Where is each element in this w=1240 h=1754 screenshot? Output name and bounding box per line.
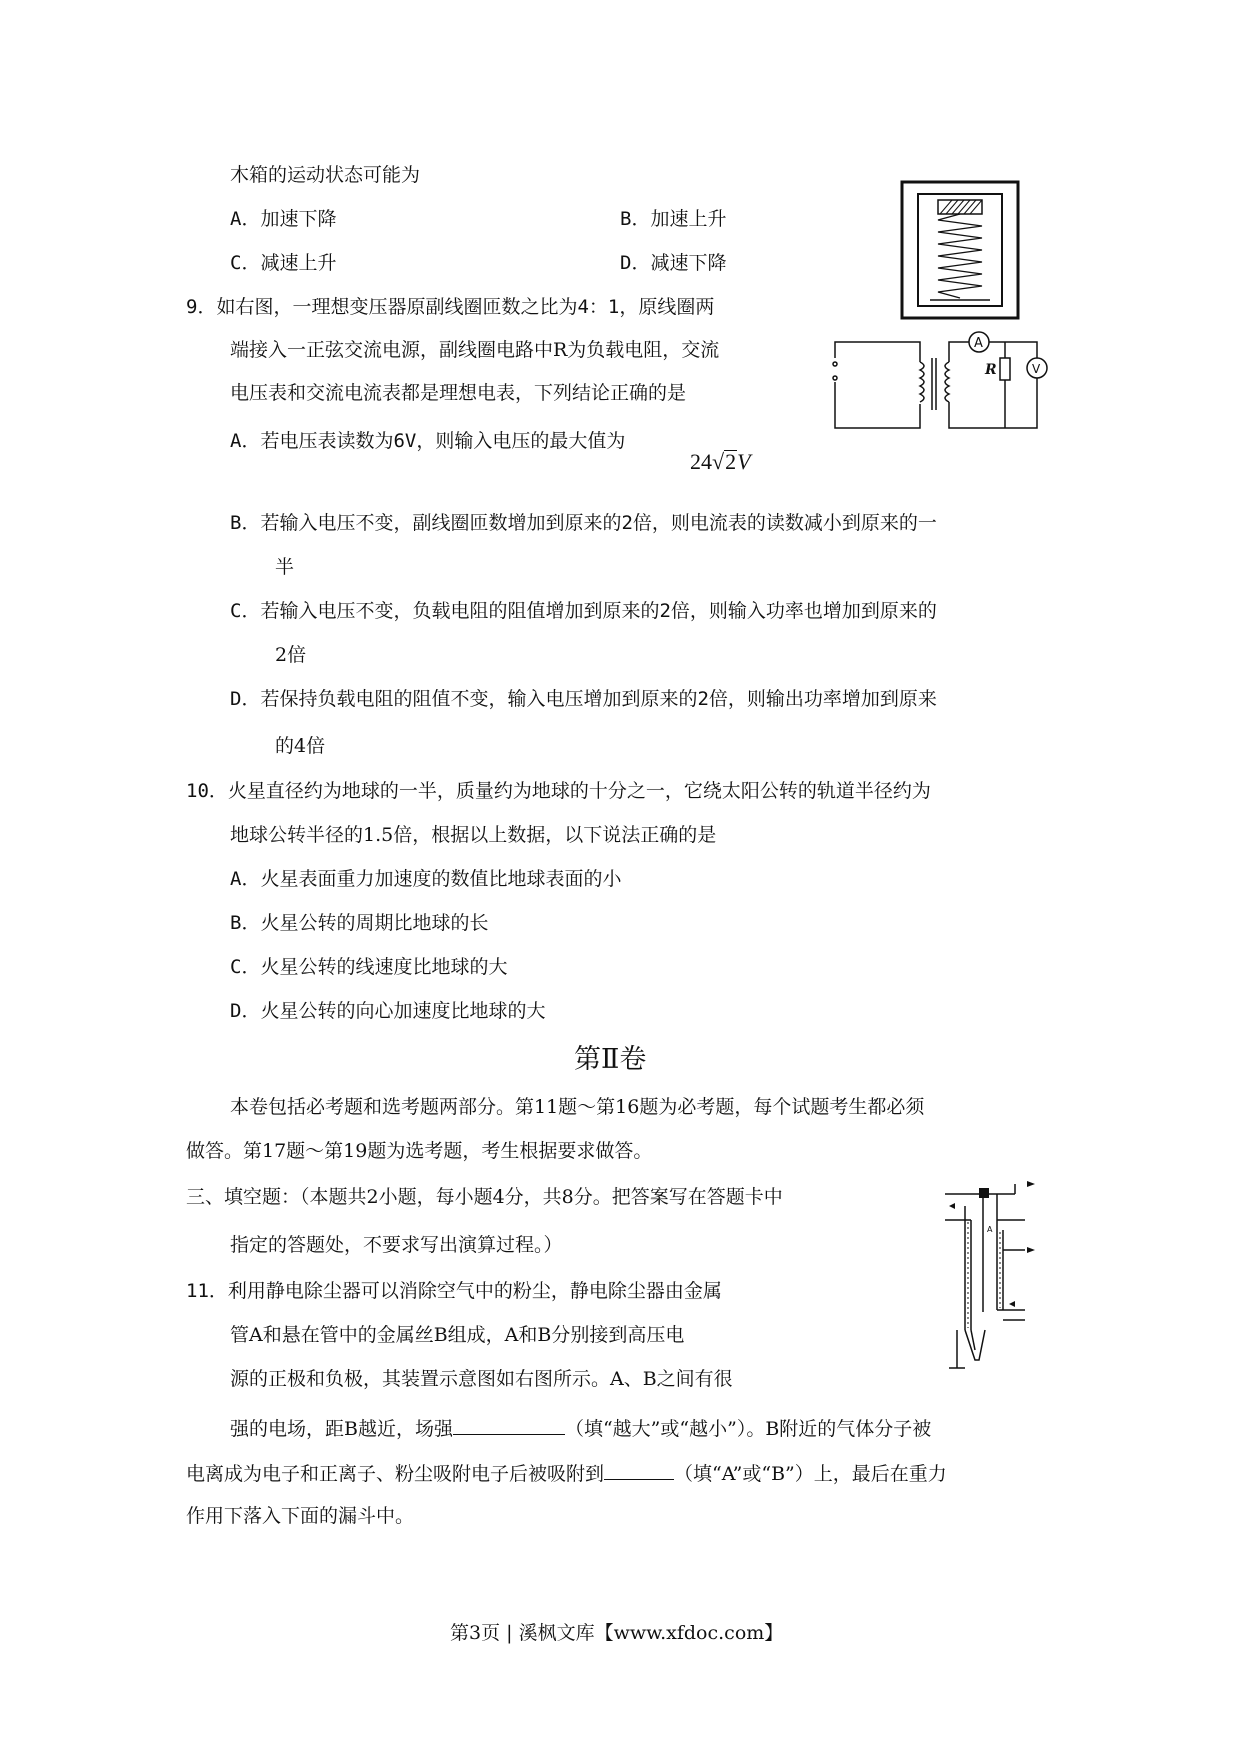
section3-heading-line-1: 三、填空题：（本题共2小题，每小题4分，共8分。把答案写在答题卡中 [186,1186,783,1208]
q8-stem-tail: 木箱的运动状态可能为 [230,164,421,186]
q10-option-c: C．火星公转的线速度比地球的大 [230,956,508,978]
q9-stem-line-3: 电压表和交流电流表都是理想电表，下列结论正确的是 [230,382,687,404]
q9-stem-line-2: 端接入一正弦交流电源，副线圈电路中R为负载电阻，交流 [230,339,720,361]
q11-line-5 [186,1461,947,1484]
q10-stem-line-2: 地球公转半径的1.5倍，根据以上数据，以下说法正确的是 [230,824,717,846]
q11-stem-line-1: 11．利用静电除尘器可以消除空气中的粉尘，静电除尘器由金属 [186,1280,722,1302]
page-footer: 第3页 | 溪枫文库【www.xfdoc.com】 [450,1622,784,1644]
q9-stem-line-1: 9．如右图，一理想变压器原副线圈匝数之比为4：1，原线圈两 [186,296,715,318]
math-unit: V [737,449,751,474]
q11-blank-electrode [604,1461,674,1480]
precipitator-label-a: A [987,1225,993,1234]
math-radicand: 2 [725,449,737,474]
precipitator-figure [935,1180,1050,1390]
resistor-label: R [985,362,997,378]
q11-line-4-post: （填“越大”或“越小”）。B附近的气体分子被 [564,1418,932,1440]
q9-option-c-line-2: 2倍 [275,644,307,666]
q9-option-c-line-1: C．若输入电压不变，负载电阻的阻值增加到原来的2倍，则输入功率也增加到原来的 [230,600,937,622]
q11-blank-field-strength [453,1416,565,1435]
q9-option-d-line-2: 的4倍 [275,735,326,757]
q9-option-d-line-1: D．若保持负载电阻的阻值不变，输入电压增加到原来的2倍，则输出功率增加到原来 [230,688,937,710]
q11-line-4-pre: 强的电场，距B越近，场强 [230,1418,453,1440]
q11-line-5-pre: 电离成为电子和正离子、粉尘吸附电子后被吸附到 [186,1463,605,1485]
q10-option-a: A．火星表面重力加速度的数值比地球表面的小 [230,868,622,890]
q10-stem-line-1: 10．火星直径约为地球的一半，质量约为地球的十分之一，它绕太阳公转的轨道半径约为 [186,780,931,802]
q8-option-c: C．减速上升 [230,252,337,274]
part2-intro-line-2: 做答。第17题～第19题为选考题，考生根据要求做答。 [186,1140,653,1162]
part2-intro-line-1: 本卷包括必考题和选考题两部分。第11题～第16题为必考题，每个试题考生都必须 [230,1096,925,1118]
transformer-circuit-figure [825,330,1065,435]
ammeter-label: A [974,336,983,351]
q11-line-5-post: （填“A”或“B”）上，最后在重力 [674,1463,947,1485]
math-coefficient: 24 [690,449,712,474]
q8-option-b: B．加速上升 [620,208,727,230]
q11-line-4 [230,1416,931,1439]
q8-option-a: A．加速下降 [230,208,337,230]
q11-stem-line-3: 源的正极和负极，其装置示意图如右图所示。A、B之间有很 [230,1368,733,1390]
voltmeter-label: V [1032,362,1041,376]
q9-option-b-line-1: B．若输入电压不变，副线圈匝数增加到原来的2倍，则电流表的读数减小到原来的一 [230,512,937,534]
q10-option-b: B．火星公转的周期比地球的长 [230,912,489,934]
q8-option-d: D．减速下降 [620,252,727,274]
section3-heading-line-2: 指定的答题处，不要求写出演算过程。） [230,1234,563,1256]
q11-line-6: 作用下落入下面的漏斗中。 [186,1505,415,1527]
spring-box-figure [900,180,1020,320]
q9-option-b-line-2: 半 [275,556,295,578]
q11-stem-line-2: 管A和悬在管中的金属丝B组成，A和B分别接到高压电 [230,1324,685,1346]
q9-option-a: A．若电压表读数为6V，则输入电压的最大值为 [230,430,626,452]
part2-title: 第Ⅱ卷 [574,1044,647,1075]
q9-option-a-math: 24√2V [690,449,751,474]
q10-option-d: D．火星公转的向心加速度比地球的大 [230,1000,546,1022]
